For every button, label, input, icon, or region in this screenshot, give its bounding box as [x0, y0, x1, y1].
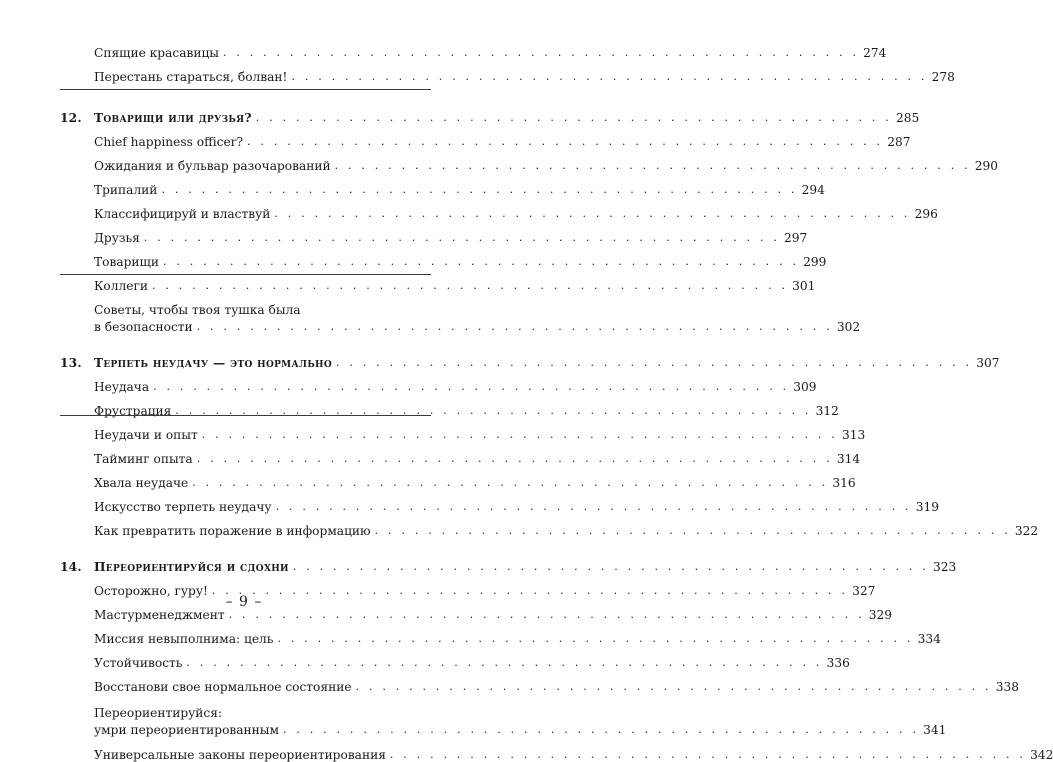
leader-dots: . . . . . . . . . . . . . . . . . . . . . . . . . . . . . . . . . . . . . . . . . . . . . . . .	[192, 476, 829, 489]
leader-dots: . . . . . . . . . . . . . . . . . . . . . . . . . . . . . . . . . . . . . . . . . . . . . . . .	[255, 111, 892, 124]
toc-entry-page: 341	[923, 723, 947, 737]
leader-dots: . . . . . . . . . . . . . . . . . . . . . . . . . . . . . . . . . . . . . . . . . . . . . . . .	[291, 70, 928, 83]
leader-dots: . . . . . . . . . . . . . . . . . . . . . . . . . . . . . . . . . . . . . . . . . . . . . . . .	[175, 404, 812, 417]
toc-chapter-page: 285	[895, 111, 920, 125]
toc-entry-title: Коллеги	[94, 279, 148, 293]
toc-entry-page: 290	[974, 159, 999, 173]
leader-dots: . . . . . . . . . . . . . . . . . . . . . . . . . . . . . . . . . . . . . . . . . . . . . . . .	[274, 207, 911, 220]
toc-entry	[60, 279, 816, 293]
leader-dots: . . . . . . . . . . . . . . . . . . . . . . . . . . . . . . . . . . . . . . . . . . . . . . . .	[196, 320, 833, 333]
leader-dots: . . . . . . . . . . . . . . . . . . . . . . . . . . . . . . . . . . . . . . . . . . . . . . . .	[161, 183, 798, 196]
leader-dots: . . . . . . . . . . . . . . . . . . . . . . . . . . . . . . . . . . . . . . . . . . . . . . . .	[186, 656, 823, 669]
toc-entry-title: Фрустрация	[94, 404, 172, 418]
toc-entry	[60, 748, 1053, 762]
leader-dots: . . . . . . . . . . . . . . . . . . . . . . . . . . . . . . . . . . . . . . . . . . . . . . . .	[247, 135, 884, 148]
leader-dots: . . . . . . . . . . . . . . . . . . . . . . . . . . . . . . . . . . . . . . . . . . . . . . . .	[211, 584, 849, 597]
toc-entry	[60, 452, 861, 466]
toc-chapter	[60, 356, 1000, 370]
leader-dots: . . . . . . . . . . . . . . . . . . . . . . . . . . . . . . . . . . . . . . . . . . . . . . . .	[196, 452, 833, 465]
toc-entry-page: 338	[995, 680, 1019, 694]
leader-dots: . . . . . . . . . . . . . . . . . . . . . . . . . . . . . . . . . . . . . . . . . . . . . . . .	[275, 500, 912, 513]
toc-chapter-number: 12.	[60, 111, 82, 125]
leader-dots: . . . . . . . . . . . . . . . . . . . . . . . . . . . . . . . . . . . . . . . . . . . . . . . .	[143, 231, 781, 244]
toc-entry-title: Осторожно, гуру!	[94, 584, 208, 598]
toc-entry	[60, 255, 827, 269]
toc-entry-page: 309	[793, 380, 817, 394]
leader-dots: . . . . . . . . . . . . . . . . . . . . . . . . . . . . . . . . . . . . . . . . . . . . . . . .	[222, 46, 860, 59]
toc-entry-multiline	[60, 706, 947, 737]
toc-entry-page: 319	[915, 500, 940, 514]
toc-entry	[60, 680, 1019, 694]
toc-entry-title: Миссия невыполнима: цель	[94, 632, 274, 646]
toc-entry-title: Ожидания и бульвар разочарований	[94, 159, 331, 173]
toc-entry-page: 329	[868, 608, 893, 622]
toc-chapter	[60, 111, 920, 125]
toc-entry-title: Тайминг опыта	[94, 452, 193, 466]
toc-entry-title: Классифицируй и властвуй	[94, 207, 271, 221]
toc-entry-page: 287	[887, 135, 911, 149]
toc-entry	[60, 500, 940, 514]
toc-entry-page: 327	[852, 584, 876, 598]
leader-dots: . . . . . . . . . . . . . . . . . . . . . . . . . . . . . . . . . . . . . . . . . . . . . . . .	[201, 428, 838, 441]
toc-entry-page: 294	[801, 183, 825, 197]
section-divider	[60, 415, 431, 416]
toc-entry	[60, 183, 825, 197]
toc-entry	[60, 70, 955, 84]
toc-chapter	[60, 560, 957, 574]
leader-dots: . . . . . . . . . . . . . . . . . . . . . . . . . . . . . . . . . . . . . . . . . . . . . . . .	[228, 608, 865, 621]
toc-entry	[60, 428, 866, 442]
toc-entry-page: 336	[826, 656, 850, 670]
toc-chapter-page: 307	[976, 356, 1000, 370]
toc-chapter-number: 14.	[60, 560, 82, 574]
toc-entry-page: 342	[1030, 748, 1053, 762]
toc-entry-title-line1: Советы, чтобы твоя тушка была	[94, 303, 301, 317]
toc-entry-page: 274	[863, 46, 887, 60]
toc-entry-page: 316	[832, 476, 856, 490]
toc-entry-page: 299	[803, 255, 827, 269]
leader-dots: . . . . . . . . . . . . . . . . . . . . . . . . . . . . . . . . . . . . . . . . . . . . . . . .	[162, 255, 800, 268]
leader-dots: . . . . . . . . . . . . . . . . . . . . . . . . . . . . . . . . . . . . . . . . . . . . . . . .	[277, 632, 914, 645]
toc-chapter-title: Товарищи или друзья?	[94, 111, 252, 125]
toc-entry-multiline	[60, 303, 861, 334]
leader-dots: . . . . . . . . . . . . . . . . . . . . . . . . . . . . . . . . . . . . . . . . . . . . . . . .	[282, 723, 920, 736]
toc-entry-page: 296	[914, 207, 938, 221]
toc-entry-page: 334	[917, 632, 941, 646]
toc-entry-title: Мастурменеджмент	[94, 608, 225, 622]
leader-dots: . . . . . . . . . . . . . . . . . . . . . . . . . . . . . . . . . . . . . . . . . . . . . . . .	[334, 159, 971, 172]
toc-chapter-number: 13.	[60, 356, 82, 370]
toc-entry-title: Восстанови свое нормальное состояние	[94, 680, 352, 694]
toc-entry	[60, 231, 808, 245]
toc-entry-title: Как превратить поражение в информацию	[94, 524, 371, 538]
toc-chapter-title: Переориентируйся и сдохни	[94, 560, 289, 574]
leader-dots: . . . . . . . . . . . . . . . . . . . . . . . . . . . . . . . . . . . . . . . . . . . . . . . .	[355, 680, 992, 693]
toc-entry-title: Искусство терпеть неудачу	[94, 500, 272, 514]
toc-entry-title: Товарищи	[94, 255, 159, 269]
toc-entry-title: Трипалий	[94, 183, 158, 197]
toc-entry	[60, 135, 911, 149]
toc-entry	[60, 656, 850, 670]
toc-entry-page: 278	[931, 70, 955, 84]
toc-entry	[60, 476, 856, 490]
leader-dots: . . . . . . . . . . . . . . . . . . . . . . . . . . . . . . . . . . . . . . . . . . . . . . . .	[292, 560, 930, 573]
toc-entry	[60, 380, 817, 394]
toc-entry-title: Хвала неудаче	[94, 476, 189, 490]
toc-entry	[60, 46, 887, 60]
toc-entry-page: 313	[841, 428, 866, 442]
leader-dots: . . . . . . . . . . . . . . . . . . . . . . . . . . . . . . . . . . . . . . . . . . . . . . . .	[153, 380, 790, 393]
leader-dots: . . . . . . . . . . . . . . . . . . . . . . . . . . . . . . . . . . . . . . . . . . . . . . . .	[336, 356, 973, 369]
toc-entry	[60, 207, 938, 221]
toc-chapter-title: Терпеть неудачу — это нормально	[94, 356, 332, 370]
leader-dots: . . . . . . . . . . . . . . . . . . . . . . . . . . . . . . . . . . . . . . . . . . . . . . . .	[389, 748, 1027, 761]
toc-entry-title: Неудача	[94, 380, 150, 394]
toc-entry-page: 301	[792, 279, 816, 293]
toc-entry-page: 314	[836, 452, 861, 466]
toc-entry-title: Неудачи и опыт	[94, 428, 198, 442]
page-number: – 9 –	[225, 594, 263, 610]
toc-entry	[60, 632, 941, 646]
toc-entry	[60, 608, 893, 622]
toc-entry-page: 312	[815, 404, 839, 418]
toc-entry-page: 322	[1014, 524, 1039, 538]
toc-entry	[60, 524, 1039, 538]
toc-entry-title: в безопасности	[94, 320, 193, 334]
section-divider	[60, 89, 431, 90]
toc-entry-title: Спящие красавицы	[94, 46, 219, 60]
table-of-contents	[60, 46, 1053, 762]
toc-entry-page: 302	[836, 320, 861, 334]
toc-entry-title-line1: Переориентируйся:	[94, 706, 223, 720]
toc-entry-title: Друзья	[94, 231, 140, 245]
leader-dots: . . . . . . . . . . . . . . . . . . . . . . . . . . . . . . . . . . . . . . . . . . . . . . . .	[151, 279, 789, 292]
toc-entry-title: Универсальные законы переориентирования	[94, 748, 386, 762]
leader-dots: . . . . . . . . . . . . . . . . . . . . . . . . . . . . . . . . . . . . . . . . . . . . . . . .	[374, 524, 1011, 537]
toc-chapter-page: 323	[933, 560, 957, 574]
toc-entry-title: умри переориентированным	[94, 723, 279, 737]
section-divider	[60, 274, 431, 275]
toc-entry-title: Устойчивость	[94, 656, 183, 670]
toc-entry-title: Перестань стараться, болван!	[94, 70, 288, 84]
toc-entry-page: 297	[784, 231, 808, 245]
toc-entry-title: Chief happiness officer?	[94, 135, 244, 149]
toc-entry	[60, 159, 999, 173]
